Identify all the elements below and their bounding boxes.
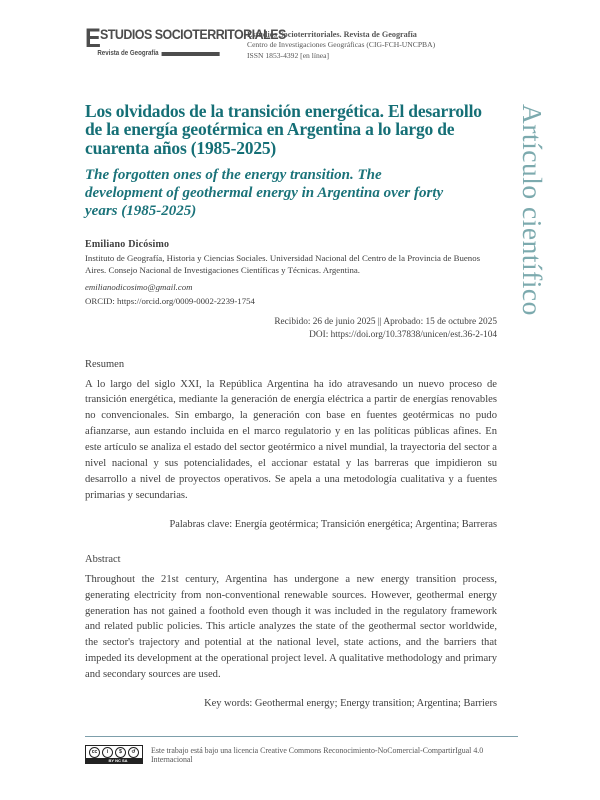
resumen-text: A lo largo del siglo XXI, la República Argentina ha ido atravesando un nuevo proceso de transición energética, mediante la generación de energía eléctrica a partir de energías renovables no convencionales. Sin embargo, la generación con base en fuentes geotérmicas no pudo afianzarse, aun estando incluida en el marco regulatorio y en las políticas públicas afines. En este artículo se analiza el estado del sector geotérmico a nivel mundial, la trayectoria del sector a nivel nacional y sus potencialidades, el accionar estatal y las barreras que impidieron su desarrollo a nivel de proyectos operativos. Se apela a una metodología cualitativa y a fuentes primarias y secundarias.	[85, 378, 497, 501]
article-title-en: The forgotten ones of the energy transition. The development of geothermal energy in Argentina over forty years (1985-2025)	[85, 167, 444, 219]
author-orcid	[85, 296, 497, 306]
creative-commons-badge[interactable]	[85, 745, 143, 764]
journal-name: Estudios Socioterritoriales. Revista de Geografía	[247, 30, 417, 39]
received-approved-line: Recibido: 26 de junio 2025 || Aprobado: 15 de octubre 2025	[274, 316, 497, 327]
author-affiliation: Instituto de Geografía, Historia y Ciencias Sociales. Universidad Nacional del Centro de la Provincia de Buenos Aires. Consejo Nacional de Investigaciones Científicas y Técnicas. Argentina.	[85, 253, 481, 276]
cc-badge-labels: BY NC SA	[86, 758, 142, 763]
author-block	[85, 239, 497, 305]
key-words: Key words: Geothermal energy; Energy transition; Argentina; Barriers	[204, 697, 497, 709]
journal-institution: Centro de Investigaciones Geográficas (CIG-FCH-UNCPBA)	[247, 40, 436, 50]
abstract-heading: Abstract	[85, 553, 121, 565]
abstract-text: Throughout the 21st century, Argentina has undergone a new energy transition process, generating electricity from non-conventional renewable sources. However, geothermal energy generation has not gained a foothold even though it was included in the regulatory framework and related public policies. This article analyzes the state of the geothermal sector worldwide, the sector's trajectory and potential at the national level, state actions, and the barriers that impeded its development at the operational project level. A qualitative methodology and primary and secondary sources are used.	[85, 573, 497, 681]
journal-header	[85, 23, 497, 62]
license-text: Este trabajo está bajo una licencia Creative Commons Reconocimiento-NoComercial-CompartirIgual 4.0 Internacional	[151, 745, 484, 764]
logo-rest: STUDIOS SOCIOTERRITORIALES	[99, 27, 286, 43]
journal-issn: ISSN 1853-4392 [en línea]	[247, 51, 330, 61]
journal-logo-subtitle-row	[97, 50, 219, 57]
article-title-es: Los olvidados de la transición energética. El desarrollo de la energía geotérmica en Argentina a lo largo de cuarenta años (1985-2025)	[85, 100, 482, 158]
cc-nc-icon: $	[115, 747, 126, 758]
doi-line: DOI: https://doi.org/10.37838/unicen/est.36-2-104	[309, 330, 497, 341]
cc-icon-row	[86, 746, 142, 758]
cc-icon: cc	[89, 747, 100, 758]
logo-initial: E	[85, 23, 100, 53]
logo-bar	[161, 52, 219, 56]
dates-block	[85, 316, 497, 343]
page-content	[85, 23, 497, 709]
author-name: Emiliano Dicósimo	[85, 239, 170, 251]
journal-logo-subtitle: Revista de Geografía	[97, 50, 159, 58]
author-email-link[interactable]: emilianodicosimo@gmail.com	[85, 281, 193, 292]
orcid-link[interactable]: ORCID: https://orcid.org/0009-0002-2239-1754	[85, 295, 255, 306]
article-type-label: Artículo científico	[517, 104, 548, 316]
journal-logo	[85, 23, 286, 58]
cc-sa-icon: ↺	[128, 747, 139, 758]
palabras-clave: Palabras clave: Energía geotérmica; Transición energética; Argentina; Barreras	[169, 518, 497, 530]
journal-logo-title	[85, 23, 286, 53]
cc-by-icon: i	[102, 747, 113, 758]
license-footer	[85, 736, 518, 764]
resumen-heading: Resumen	[85, 358, 125, 370]
